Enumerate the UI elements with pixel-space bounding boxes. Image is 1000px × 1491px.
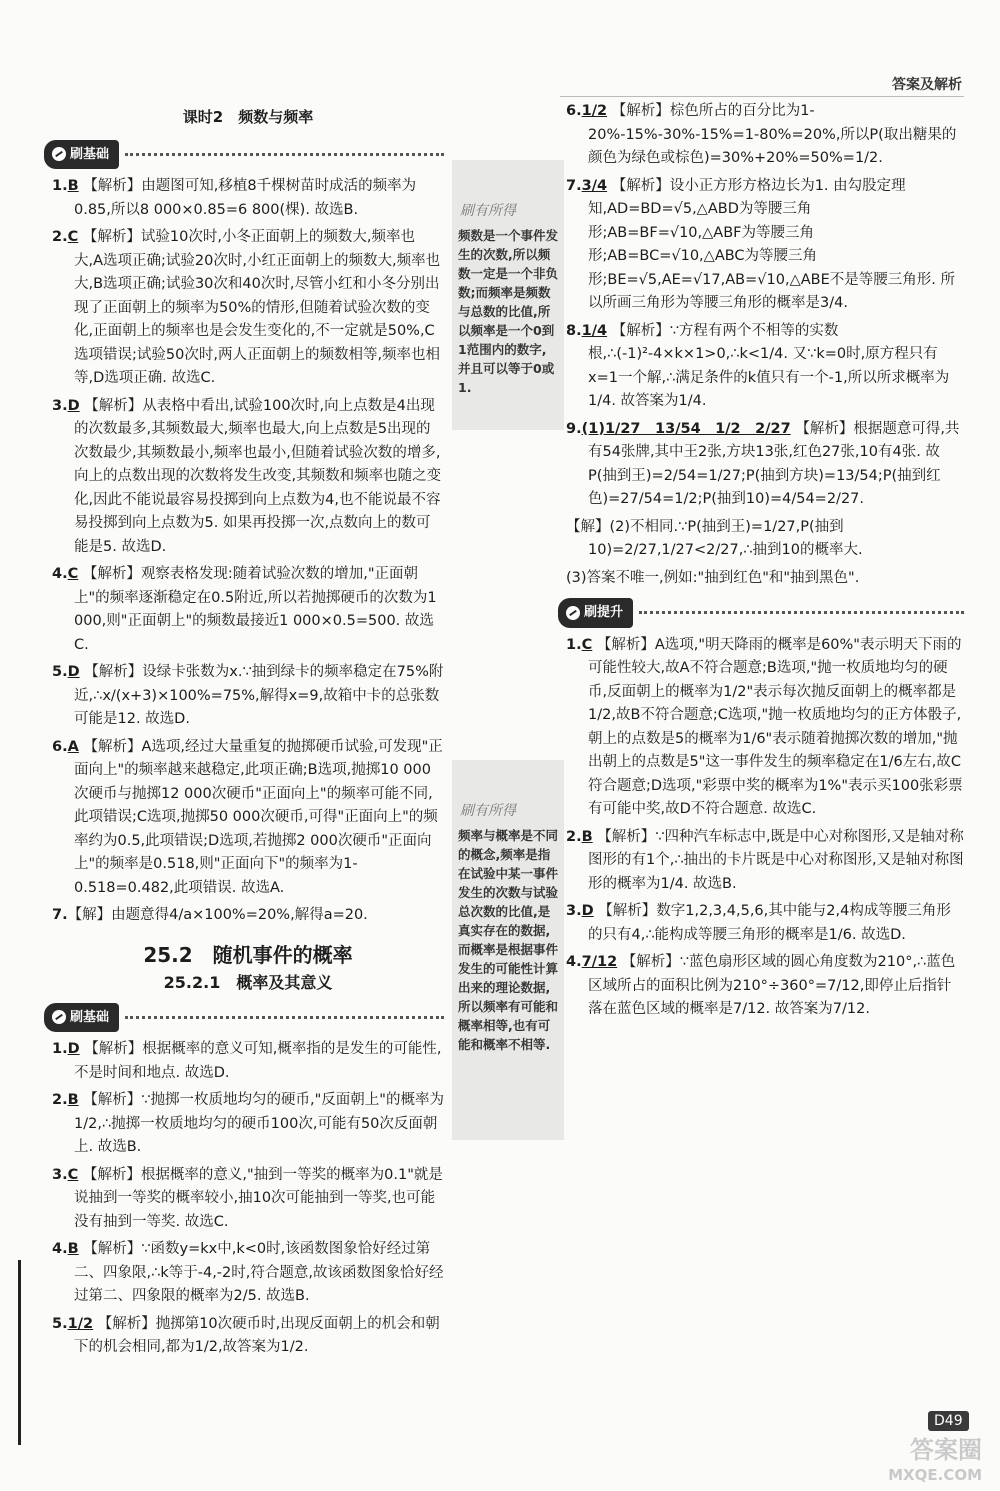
item-number: 1.: [52, 178, 68, 194]
lesson-title: 课时2 频数与频率: [182, 108, 314, 126]
item-number: 4.: [52, 566, 68, 582]
answer-item: [566, 634, 964, 822]
item-answer: D: [67, 397, 80, 414]
item-number: 3.: [566, 903, 582, 919]
item-explanation: 【解】(2)不相同.∵P(抽到王)=1/27,P(抽到10)=2/27,1/27<2/27,∴抽到10的概率大.: [566, 518, 863, 558]
sidebar-title: 刷有所得: [460, 803, 516, 819]
item-answer: B: [67, 1092, 79, 1108]
item-answer: A: [67, 738, 79, 755]
item-number: 6.: [52, 738, 68, 755]
header-title: 答案及解析: [892, 77, 962, 93]
item-answer: B: [67, 178, 79, 194]
item-answer: D: [581, 903, 594, 919]
item-answer: B: [581, 828, 593, 845]
watermark-url: MXQE.COM: [888, 1466, 982, 1484]
answer-item: [566, 951, 964, 1022]
pencil-icon: [566, 606, 580, 620]
item-number: 1.: [566, 636, 582, 653]
dotted-divider: [639, 611, 964, 614]
answer-item: [52, 175, 444, 222]
answer-item: [52, 1038, 444, 1085]
sidebar-text: 频率与概率是不同的概念,频率是指在试验中某一事件发生的次数与试验总次数的比值,是真实存在的数据,而概率是根据事件发生的可能性计算出来的理论数据,所以频率有可能和概率相等,也有可能和概率不相等.: [458, 828, 559, 1052]
item-answer: 1/4: [581, 322, 608, 339]
item-number: 4.: [52, 1241, 68, 1257]
tag-basic-1: [44, 140, 444, 170]
item-answer: D: [67, 664, 80, 680]
item-explanation: 【解】由题意得4/a×100%=20%,解得a=20.: [67, 907, 368, 923]
answer-item: [52, 904, 444, 928]
item-answer: B: [67, 1241, 79, 1257]
tag-label: 刷提升: [584, 605, 624, 620]
margin-bar: [18, 1260, 21, 1445]
header-divider: [560, 96, 964, 97]
subchapter-title: 25.2.1 概率及其意义: [163, 973, 333, 992]
answer-list-4: [566, 634, 964, 1022]
item-number: 6.: [566, 103, 582, 119]
item-answer: 7/12: [581, 954, 618, 970]
sidebar-note-2: [452, 760, 564, 1140]
answer-item: [52, 563, 444, 657]
answer-item: [566, 900, 964, 947]
pencil-icon: [52, 1010, 66, 1024]
item-answer: 3/4: [581, 177, 608, 194]
item-explanation: 【解析】棕色所占的百分比为1-20%-15%-30%-15%=1-80%=20%,所以P(取出糖果的颜色为绿色或棕色)=30%+20%=50%=1/2.: [588, 103, 957, 166]
item-explanation: 【解析】∵抛掷一枚质地均匀的硬币,"反面朝上"的概率为1/2,∴抛掷一枚质地均匀的硬币100次,可能有50次反面朝上. 故选B.: [74, 1092, 444, 1155]
answer-list-1: [52, 175, 444, 928]
item-answer: C: [67, 566, 79, 582]
tag-badge: [44, 1003, 119, 1033]
item-answer: C: [67, 229, 79, 245]
item-number: 9.: [566, 420, 582, 437]
item-explanation: (3)答案不唯一,例如:"抽到红色"和"抽到黑色".: [566, 569, 860, 586]
item-number: 4.: [566, 954, 582, 970]
item-number: 3.: [52, 397, 68, 414]
item-explanation: 【解析】由题图可知,移植8千棵树苗时成活的频率为0.85,所以8 000×0.85=6 800(棵). 故选B.: [74, 178, 417, 218]
item-explanation: 【解析】根据概率的意义可知,概率指的是发生的可能性,不是时间和地点. 故选D.: [74, 1041, 442, 1081]
answer-item: [52, 736, 444, 901]
pencil-icon: [52, 147, 66, 161]
item-explanation: 【解析】A选项,"明天降雨的概率是60%"表示明天下雨的可能性较大,故A不符合题意;B选项,"抛一枚质地均匀的硬币,反面朝上的概率为1/2"表示每次抛反面朝上的概率都是1/2,故B不符合题意;C选项,"抛一枚质地均匀的正方体骰子,朝上的点数是5的概率为1/6"表示随着抛掷次数的增加,"抛出朝上的点数是5"这一事件发生的频率稳定在1/6左右,故C符合题意;D选项,"彩票中奖的概率为1%"表示买100张彩票有可能中奖,故D不符合题意. 故选C.: [588, 636, 963, 817]
answer-item: [566, 418, 964, 512]
tag-badge: [558, 598, 633, 628]
item-explanation: 【解析】试验10次时,小冬正面朝上的频数大,频率也大,A选项正确;试验20次时,小红正面朝上的频数大,频率也大,B选项正确;试验30次和40次时,尽管小红和小冬分别出现了正面朝上的频率为50%的情形,但随着试验次数的变化,正面朝上的频率也是会发生变化的,不一定就是50%,C选项错误;试验50次时,两人正面朝上的频数相等,频率也相等,D选项正确. 故选C.: [74, 229, 441, 386]
item-explanation: 【解析】∵蓝色扇形区域的圆心角度数为210°,∴蓝色区域所占的面积比例为210°÷360°=7/12,即停止后指针落在蓝色区域的概率是7/12. 故答案为7/12.: [588, 954, 956, 1017]
item-answer: C: [67, 1166, 79, 1183]
item-explanation: 【解析】设绿卡张数为x.∵抽到绿卡的频率稳定在75%附近,∴x/(x+3)×100%=75%,解得x=9,故箱中卡的总张数可能是12. 故选D.: [74, 664, 444, 727]
item-explanation: 【解析】∵四种汽车标志中,既是中心对称图形,又是轴对称图形的有1个,∴抽出的卡片既是中心对称图形,又是轴对称图形的概率为1/4. 故选B.: [588, 828, 964, 892]
answer-item: [566, 826, 964, 897]
item-answer: (1)1/27 13/54 1/2 2/27: [581, 420, 791, 437]
item-explanation: 【解析】∵函数y=kx中,k<0时,该函数图象恰好经过第二、四象限,∴k等于-4,-2时,符合题意,故该函数图象恰好经过第二、四象限的概率为2/5. 故选B.: [74, 1241, 444, 1304]
item-answer: 1/2: [581, 103, 608, 119]
tag-label: 刷基础: [70, 146, 110, 162]
answer-list-3: [566, 100, 964, 590]
right-column: [566, 100, 964, 1026]
answer-list-2: [52, 1038, 444, 1360]
tag-label: 刷基础: [70, 1009, 110, 1025]
item-number: 5.: [52, 1315, 68, 1332]
sidebar-note-1: [452, 160, 564, 430]
answer-item: [52, 1238, 444, 1309]
watermark-logo: 答案圈: [910, 1436, 982, 1464]
page-number: D49: [928, 1411, 969, 1431]
item-number: 8.: [566, 322, 582, 339]
item-explanation: 【解析】设小正方形方格边长为1. 由勾股定理知,AD=BD=√5,△ABD为等腰三角形;AB=BF=√10,△ABF为等腰三角形;AB=BC=√10,△ABC为等腰三角形;BE=√5,AE=√17,AB=√10,△ABE不是等腰三角形. 所以所画三角形为等腰三角形的概率是3/4.: [588, 177, 955, 311]
item-number: 2.: [52, 1092, 68, 1108]
item-explanation: 【解析】数字1,2,3,4,5,6,其中能与2,4构成等腰三角形的只有4,∴能构成等腰三角形的概率是1/6. 故选D.: [588, 903, 951, 943]
tag-advanced: [558, 598, 964, 628]
answer-item: [566, 516, 964, 563]
answer-item: [566, 320, 964, 414]
answer-item: [566, 100, 964, 171]
item-explanation: 【解析】观察表格发现:随着试验次数的增加,"正面朝上"的频率逐渐稳定在0.5附近,所以若抛掷硬币的次数为1 000,则"正面朝上"的频数最接近1 000×0.5=500. 故选C.: [74, 566, 437, 653]
answer-item: [566, 175, 964, 316]
item-number: 1.: [52, 1041, 68, 1057]
item-answer: D: [67, 1041, 80, 1057]
dotted-divider: [125, 153, 444, 156]
item-explanation: 【解析】抛掷第10次硬币时,出现反面朝上的机会和朝下的机会相同,都为1/2,故答案为1/2.: [74, 1315, 440, 1355]
item-explanation: 【解析】从表格中看出,试验100次时,向上点数是4出现的次数最多,其频数最大,频率也最大,向上点数是5出现的次数最少,其频数最小,频率也最小,但随着试验次数的增多,向上的点数出现的次数将发生改变,其频数和频率也随之变化,因此不能说最容易投掷到向上点数为4,也不能说最不容易投掷到向上点数为5. 如果再投掷一次,点数向上的数可能是5. 故选D.: [74, 397, 442, 555]
answer-item: [566, 567, 964, 591]
item-explanation: 【解析】∵方程有两个不相等的实数根,∴(-1)²-4×k×1>0,∴k<1/4. 又∵k=0时,原方程只有x=1一个解,∴满足条件的k值只有一个-1,所以所求概率为1/4. 故答案为1/4.: [588, 322, 950, 409]
item-answer: C: [581, 636, 593, 653]
tag-basic-2: [44, 1003, 444, 1033]
item-explanation: 【解析】根据题意可得,共有54张牌,其中王2张,方块13张,红色27张,10有4张. 故P(抽到王)=2/54=1/27;P(抽到方块)=13/54;P(抽到红色)=27/54=1/2;P(抽到10)=4/54=2/27.: [588, 420, 960, 507]
sidebar-text: 频数是一个事件发生的次数,所以频数一定是一个非负数;而频率是频数与总数的比值,所以频率是一个0到1范围内的数字,并且可以等于0或1.: [458, 228, 559, 395]
answer-item: [52, 1164, 444, 1235]
sidebar-title: 刷有所得: [460, 203, 516, 219]
item-number: 5.: [52, 664, 68, 680]
item-number: 3.: [52, 1166, 68, 1183]
item-number: 2.: [566, 828, 582, 845]
answer-item: [52, 226, 444, 391]
answer-item: [52, 1089, 444, 1160]
answer-item: [52, 395, 444, 560]
item-explanation: 【解析】A选项,经过大量重复的抛掷硬币试验,可发现"正面向上"的频率越来越稳定,此项正确;B选项,抛掷10 000次硬币与抛掷12 000次硬币"正面向上"的频率可能不同,此项错误;C选项,抛掷50 000次硬币,可得"正面向上"的频率约为0.5,此项错误;D选项,若抛掷2 000次硬币"正面向上"的频率是0.518,则"正面向下"的频率为1-0.518=0.482,此项错误. 故选A.: [74, 738, 443, 896]
left-column: [52, 100, 444, 1364]
answer-item: [52, 661, 444, 732]
chapter-title: 25.2 随机事件的概率: [143, 942, 353, 967]
item-answer: 1/2: [67, 1315, 94, 1332]
tag-badge: [44, 140, 119, 170]
dotted-divider: [125, 1016, 444, 1019]
item-explanation: 【解析】根据概率的意义,"抽到一等奖的概率为0.1"就是说抽到一等奖的概率较小,抽10次可能抽到一等奖,也可能没有抽到一等奖. 故选C.: [74, 1166, 443, 1230]
item-number: 2.: [52, 229, 68, 245]
item-number: 7.: [52, 907, 68, 923]
item-number: 7.: [566, 177, 582, 194]
answer-item: [52, 1313, 444, 1360]
